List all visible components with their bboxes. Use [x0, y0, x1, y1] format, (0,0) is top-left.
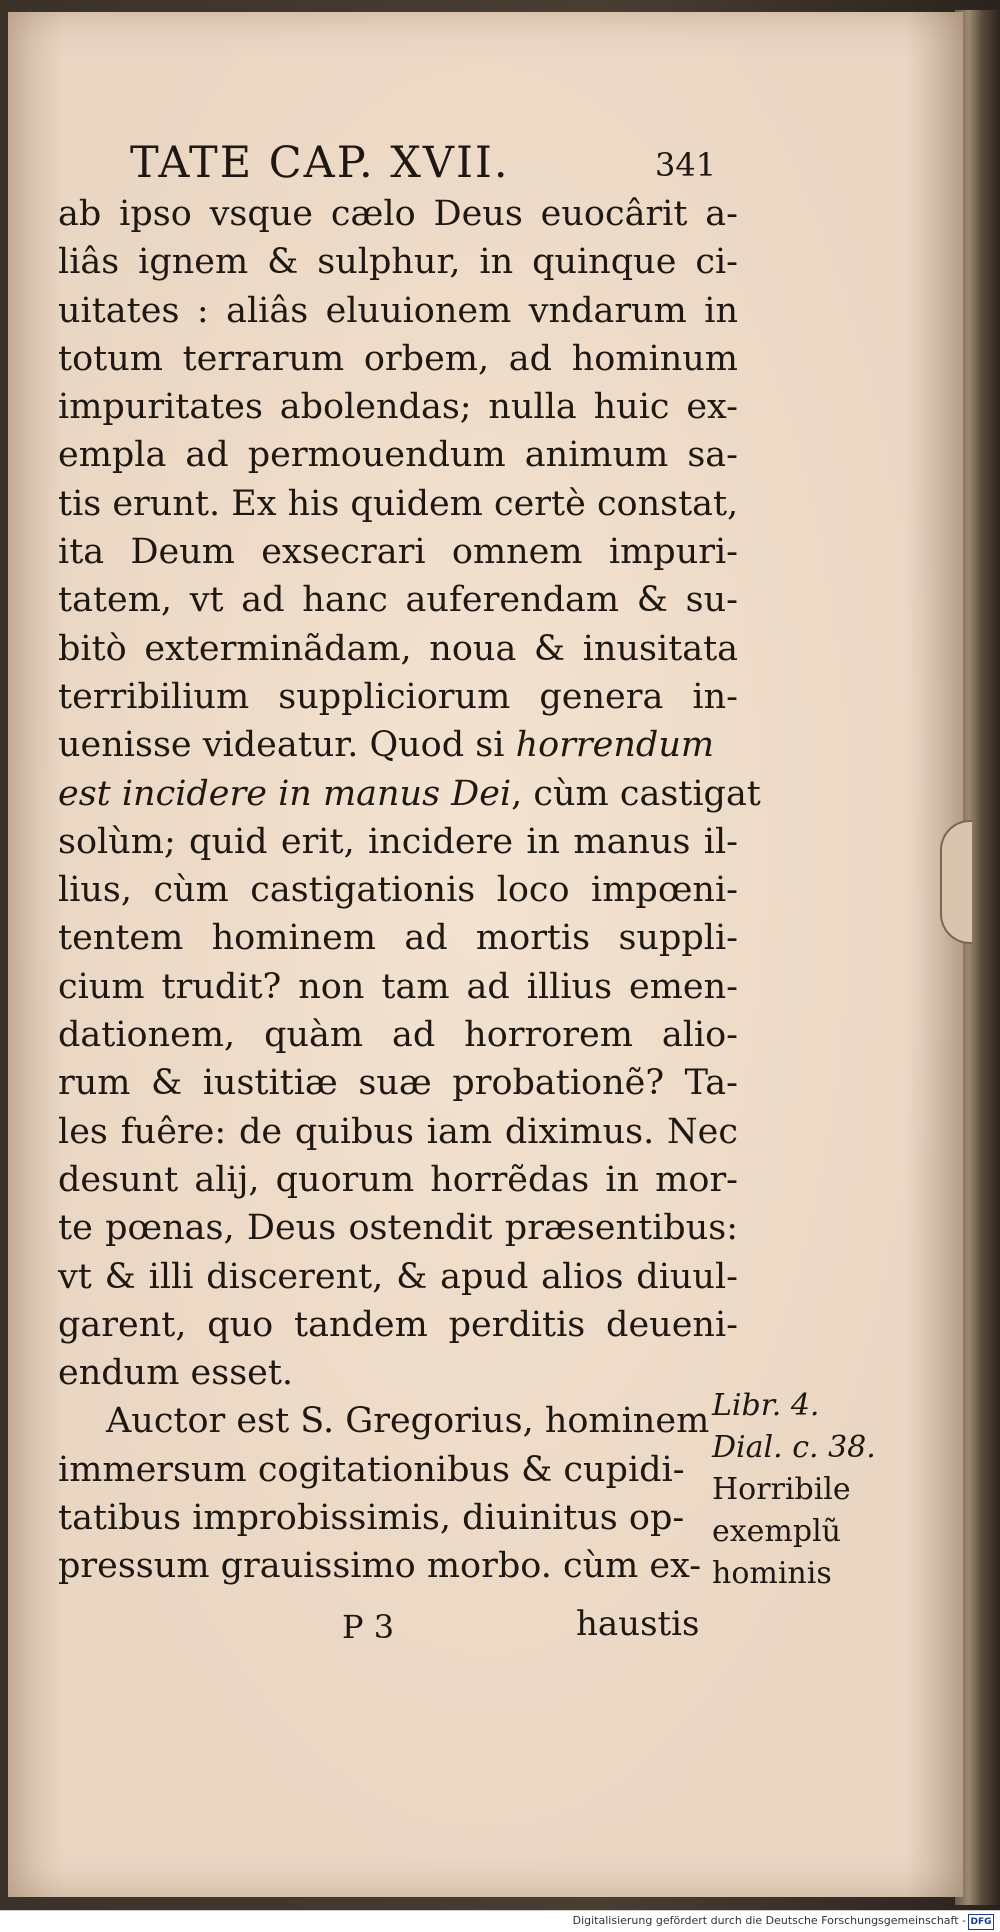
running-title: TATE CAP. XVII.: [130, 138, 510, 188]
text-line: liâs ignem & sulphur, in quinque ci-: [58, 242, 738, 283]
footer-bar: [0, 1910, 1000, 1932]
text-line: rum & iustitiæ suæ probationẽ? Ta-: [58, 1063, 738, 1104]
marginal-notes: [712, 1385, 892, 1595]
text-segment: , cùm castigat: [511, 773, 761, 814]
text-line: tis erunt. Ex his quidem certè constat,: [58, 483, 739, 524]
text-line-mixed: [58, 770, 761, 818]
text-line: dationem, quàm ad horrorem alio-: [58, 1015, 738, 1056]
text-line: tatibus improbissimis, diuinitus op-: [58, 1498, 685, 1539]
text-line: garent, quo tandem perditis deueni-: [58, 1304, 738, 1345]
italic-segment: horrendum: [515, 725, 715, 766]
margin-note: exemplũ: [712, 1514, 841, 1549]
text-line: bitò exterminãdam, noua & inusitata: [58, 628, 738, 669]
text-line: endum esset.: [58, 1353, 294, 1394]
text-segment: uenisse videatur. Quod si: [58, 725, 516, 766]
margin-note: hominis: [712, 1556, 832, 1591]
footer-credit: Digitalisierung gefördert durch die Deutsche Forschungsgemeinschaft -: [572, 1914, 966, 1927]
text-line: pressum grauissimo morbo. cùm ex-: [58, 1546, 702, 1587]
margin-note: Dial. c. 38.: [712, 1430, 876, 1465]
dfg-logo-icon: DFG: [968, 1914, 994, 1930]
text-line: desunt alij, quorum horrẽdas in mor-: [58, 1159, 738, 1200]
margin-note: Libr. 4.: [712, 1388, 820, 1423]
text-line: ita Deum exsecrari omnem impuri-: [58, 532, 738, 573]
text-line: immersum cogitationibus & cupidi-: [58, 1449, 685, 1490]
text-line: les fuêre: de quibus iam diximus. Nec: [58, 1111, 738, 1152]
text-line: terribilium suppliciorum genera in-: [58, 676, 738, 717]
signature-mark: P 3: [342, 1608, 395, 1646]
text-line: cium trudit? non tam ad illius emen-: [58, 966, 738, 1007]
page-number: 341: [655, 146, 717, 184]
italic-segment: est incidere in manus Dei: [58, 773, 512, 814]
text-line: lius, cùm castigationis loco impœni-: [58, 870, 738, 911]
text-line: empla ad permouendum animum sa-: [58, 435, 738, 476]
catchword: haustis: [576, 1604, 700, 1644]
text-line: tatem, vt ad hanc auferendam & su-: [58, 580, 738, 621]
text-line: ab ipso vsque cælo Deus euocârit a-: [58, 194, 738, 234]
text-line: totum terrarum orbem, ad hominum: [58, 338, 738, 379]
main-text-block: [58, 190, 761, 1591]
text-line: Auctor est S. Gregorius, hominem: [106, 1401, 710, 1442]
text-line: tentem hominem ad mortis suppli-: [58, 918, 738, 959]
text-line: vt & illi discerent, & apud alios diuul-: [58, 1256, 738, 1297]
text-line-mixed: [58, 721, 738, 769]
text-line: solùm; quid erit, incidere in manus il-: [58, 821, 738, 862]
text-line: uitates : aliâs eluuionem vndarum in: [58, 290, 738, 331]
page-tab: [940, 820, 972, 944]
margin-note: Horribile: [712, 1472, 851, 1507]
text-line: impuritates abolendas; nulla huic ex-: [58, 387, 738, 428]
text-line: te pœnas, Deus ostendit præsentibus:: [58, 1208, 738, 1249]
